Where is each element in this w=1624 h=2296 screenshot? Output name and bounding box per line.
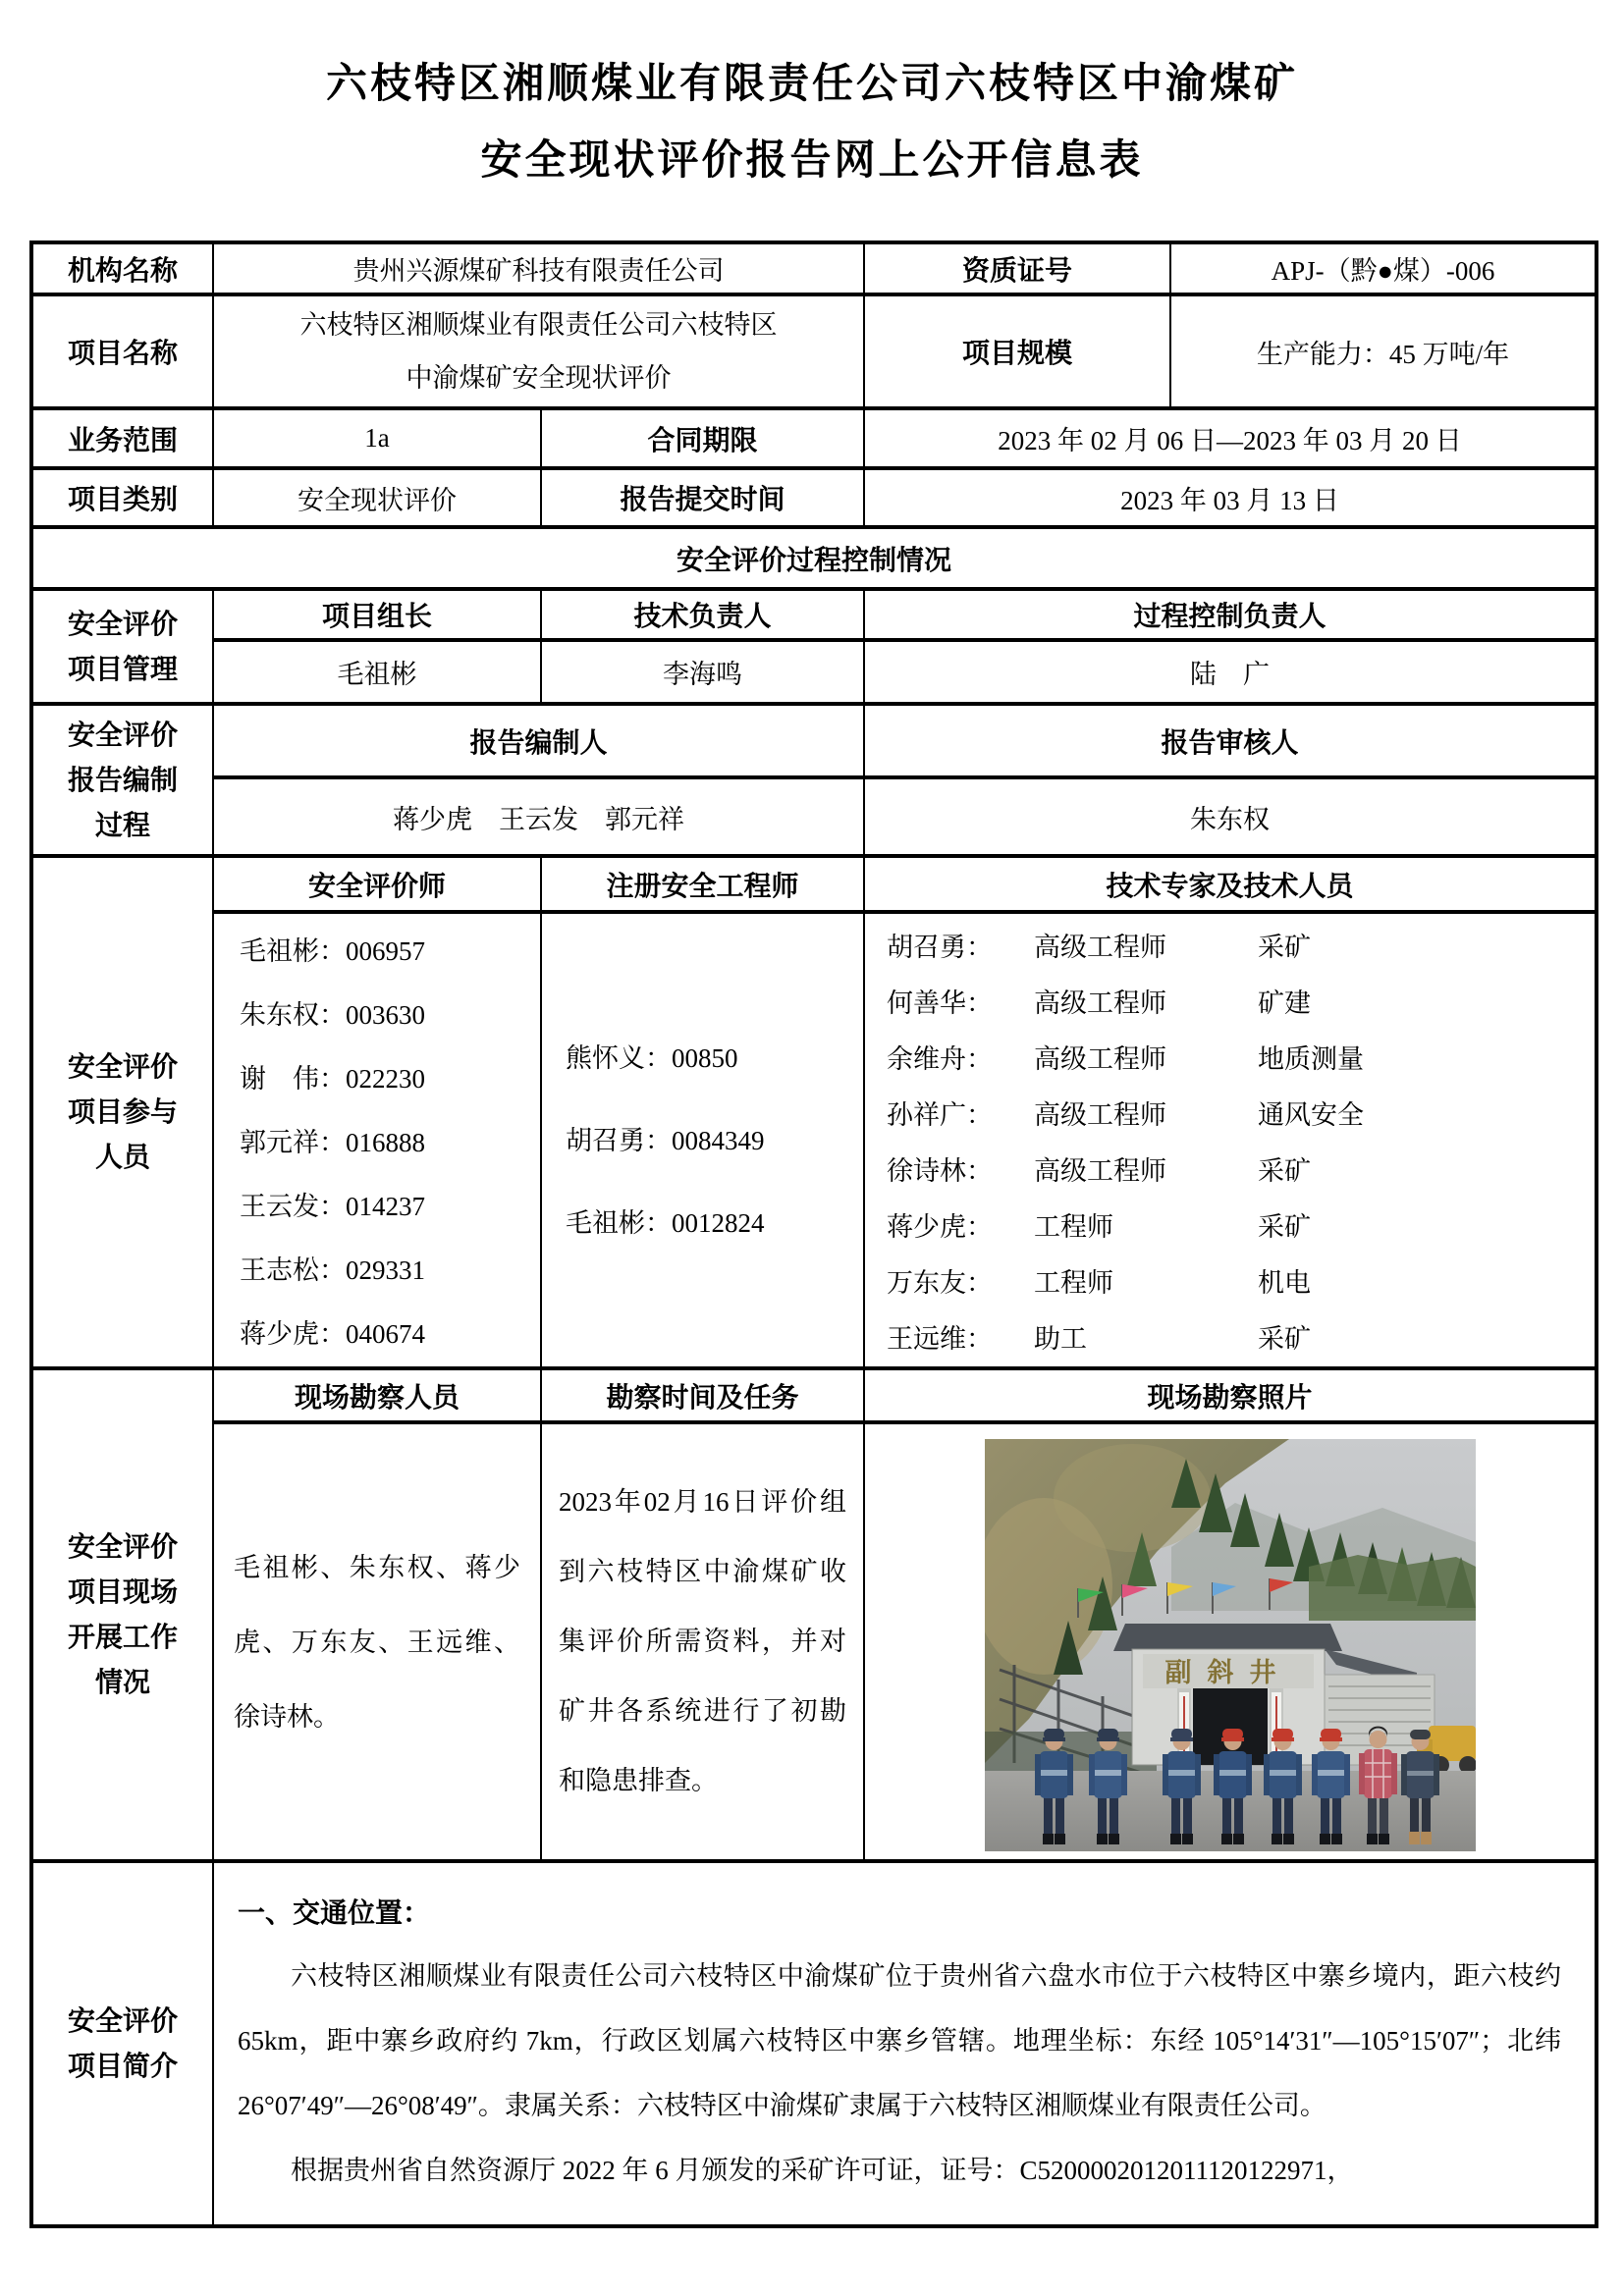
team-leader-value: 毛祖彬	[213, 640, 541, 704]
expert-title: 高级工程师	[1034, 988, 1166, 1018]
expert-field: 采矿	[1258, 1323, 1311, 1354]
contract-period-label: 合同期限	[541, 408, 864, 468]
evaluator-item: 蒋少虎：040674	[240, 1319, 425, 1349]
engineers-cell	[541, 912, 864, 1368]
expert-name: 胡召勇：	[887, 932, 993, 962]
survey-task-text: 2023年02月16日评价组到六枝特区中渝煤矿收集评价所需资料，并对矿井各系统进行了初勘和隐患排查。	[559, 1487, 846, 1795]
expert-field: 矿建	[1258, 988, 1311, 1018]
report-reviewer-header: 报告审核人	[864, 704, 1597, 777]
experts-list	[865, 917, 1595, 1364]
expert-name: 万东友：	[887, 1267, 993, 1298]
engineer-item: 毛祖彬：0012824	[566, 1207, 765, 1238]
participants-label-line: 项目参与	[67, 1096, 178, 1127]
report-reviewer-value: 朱东权	[864, 777, 1597, 856]
survey-task-header: 勘察时间及任务	[541, 1368, 864, 1422]
row-compilation-values	[31, 777, 1597, 856]
compilation-label-line: 报告编制	[67, 764, 178, 795]
expert-item	[887, 973, 1595, 1029]
process-control-header: 过程控制负责人	[864, 589, 1597, 640]
surveyors-cell	[213, 1422, 541, 1861]
document-title-line1: 六枝特区湘顺煤业有限责任公司六枝特区中渝煤矿	[325, 60, 1298, 106]
row-org	[31, 242, 1597, 294]
expert-item	[887, 917, 1595, 973]
expert-item	[887, 1308, 1595, 1364]
site-label-line: 项目现场	[67, 1576, 178, 1607]
expert-title: 助工	[1034, 1323, 1087, 1354]
tech-lead-value: 李海鸣	[541, 640, 864, 704]
row-site-content	[31, 1422, 1597, 1861]
business-scope-value: 1a	[213, 408, 541, 468]
project-scale-label: 项目规模	[864, 294, 1170, 408]
project-name-line2: 中渝煤矿安全现状评价	[406, 363, 672, 393]
row-type	[31, 468, 1597, 527]
process-control-value: 陆 广	[864, 640, 1597, 704]
row-participants-content	[31, 912, 1597, 1368]
site-label-line: 情况	[94, 1667, 150, 1697]
business-scope-label: 业务范围	[31, 408, 213, 468]
expert-title: 高级工程师	[1034, 1043, 1166, 1074]
participants-label-line: 人员	[94, 1142, 150, 1172]
expert-field: 机电	[1258, 1267, 1311, 1298]
expert-title: 高级工程师	[1034, 932, 1166, 962]
project-type-label: 项目类别	[31, 468, 213, 527]
expert-field: 采矿	[1258, 1211, 1311, 1242]
project-name-value	[213, 294, 864, 408]
engineer-item: 胡召勇：0084349	[566, 1125, 765, 1155]
process-section-title: 安全评价过程控制情况	[31, 527, 1597, 589]
row-management-header	[31, 589, 1597, 640]
site-label-line: 开展工作	[67, 1622, 178, 1652]
intro-paragraph: 根据贵州省自然资源厅 2022 年 6 月颁发的采矿许可证，证号：C5200002012011120122971，	[291, 2156, 1354, 2185]
site-row-label	[31, 1368, 213, 1861]
surveyors-header: 现场勘察人员	[213, 1368, 541, 1422]
contract-period-value: 2023 年 02 月 06 日—2023 年 03 月 20 日	[864, 408, 1597, 468]
management-label-line: 安全评价	[67, 608, 178, 639]
management-label-line: 项目管理	[67, 653, 178, 684]
project-scale-value: 生产能力：45 万吨/年	[1170, 294, 1597, 408]
expert-item	[887, 1029, 1595, 1085]
survey-photo-header: 现场勘察照片	[864, 1368, 1597, 1422]
engineers-header: 注册安全工程师	[541, 856, 864, 912]
cert-no-label: 资质证号	[864, 242, 1170, 294]
row-scope	[31, 408, 1597, 468]
expert-field: 采矿	[1258, 932, 1311, 962]
expert-item	[887, 1085, 1595, 1141]
engineer-item: 熊怀义：00850	[566, 1042, 738, 1073]
compilation-row-label	[31, 704, 213, 856]
org-name-value: 贵州兴源煤矿科技有限责任公司	[213, 242, 864, 294]
expert-name: 余维舟：	[887, 1043, 993, 1074]
expert-field: 采矿	[1258, 1155, 1311, 1186]
report-writers-header: 报告编制人	[213, 704, 864, 777]
compilation-label-line: 过程	[94, 809, 150, 840]
expert-title: 工程师	[1034, 1267, 1113, 1298]
expert-name: 孙祥广：	[887, 1099, 993, 1130]
intro-content-cell	[213, 1861, 1597, 2226]
project-name-label: 项目名称	[31, 294, 213, 408]
expert-name: 何善华：	[887, 988, 993, 1018]
compilation-label-line: 安全评价	[67, 719, 178, 750]
evaluator-item: 王云发：014237	[240, 1192, 425, 1221]
row-project	[31, 294, 1597, 408]
report-submit-label: 报告提交时间	[541, 468, 864, 527]
expert-field: 通风安全	[1258, 1099, 1364, 1130]
evaluator-item: 郭元祥：016888	[240, 1128, 425, 1157]
evaluator-item: 王志松：029331	[240, 1255, 425, 1285]
experts-header: 技术专家及技术人员	[864, 856, 1597, 912]
evaluators-cell	[213, 912, 541, 1368]
cert-no-value: APJ-（黔●煤）-006	[1170, 242, 1597, 294]
evaluators-header: 安全评价师	[213, 856, 541, 912]
report-submit-value: 2023 年 03 月 13 日	[864, 468, 1597, 527]
portal-sign-text: 副斜井	[1164, 1657, 1291, 1687]
expert-item	[887, 1141, 1595, 1197]
intro-row-label	[31, 1861, 213, 2226]
document-title-line2: 安全现状评价报告网上公开信息表	[480, 136, 1144, 183]
intro-paragraph: 六枝特区湘顺煤业有限责任公司六枝特区中渝煤矿位于贵州省六盘水市位于六枝特区中寨乡境内，距六枝约 65km，距中寨乡政府约 7km，行政区划属六枝特区中寨乡管辖。地理坐标：东经 105°14′31″—105°15′07″；北纬 26°07′49″—26°08′49″。隶属关系：六枝特区中渝煤矿隶属于六枝特区湘顺煤业有限责任公司。	[238, 1961, 1561, 2120]
expert-name: 蒋少虎：	[887, 1211, 993, 1242]
expert-item	[887, 1253, 1595, 1308]
row-site-header	[31, 1368, 1597, 1422]
project-type-value: 安全现状评价	[213, 468, 541, 527]
org-name-label: 机构名称	[31, 242, 213, 294]
site-label-line: 安全评价	[67, 1531, 178, 1562]
mine-site-photo-illustration	[985, 1439, 1476, 1851]
evaluator-item: 谢 伟：022230	[240, 1064, 425, 1094]
row-compilation-header	[31, 704, 1597, 777]
expert-name: 徐诗林：	[887, 1155, 993, 1186]
expert-field: 地质测量	[1258, 1043, 1364, 1074]
surveyors-text: 毛祖彬、朱东权、蒋少虎、万东友、王远维、徐诗林。	[234, 1552, 520, 1732]
row-process-section	[31, 527, 1597, 589]
intro-label-line: 安全评价	[67, 2005, 178, 2036]
expert-title: 高级工程师	[1034, 1155, 1166, 1186]
engineers-list	[542, 1017, 863, 1264]
site-photo	[865, 1426, 1595, 1858]
expert-name: 王远维：	[887, 1323, 993, 1354]
expert-item	[887, 1197, 1595, 1253]
intro-label-line: 项目简介	[67, 2051, 178, 2081]
evaluators-list	[214, 914, 540, 1366]
participants-row-label	[31, 856, 213, 1368]
project-name-line1: 六枝特区湘顺煤业有限责任公司六枝特区	[299, 310, 778, 340]
management-row-label	[31, 589, 213, 704]
report-writers-value: 蒋少虎 王云发 郭元祥	[213, 777, 864, 856]
evaluator-item: 朱东权：003630	[240, 1000, 425, 1030]
row-intro	[31, 1861, 1597, 2226]
team-leader-header: 项目组长	[213, 589, 541, 640]
expert-title: 工程师	[1034, 1211, 1113, 1242]
row-participants-header	[31, 856, 1597, 912]
evaluator-item: 毛祖彬：006957	[240, 936, 425, 966]
experts-cell	[864, 912, 1597, 1368]
survey-photo-cell	[864, 1422, 1597, 1861]
participants-label-line: 安全评价	[67, 1051, 178, 1082]
row-management-values	[31, 640, 1597, 704]
photo-tree-band	[1309, 1555, 1476, 1621]
document-title	[0, 45, 1624, 198]
expert-title: 高级工程师	[1034, 1099, 1166, 1130]
intro-heading: 一、交通位置：	[238, 1897, 431, 1928]
info-table	[29, 240, 1598, 2228]
survey-task-cell	[541, 1422, 864, 1861]
tech-lead-header: 技术负责人	[541, 589, 864, 640]
